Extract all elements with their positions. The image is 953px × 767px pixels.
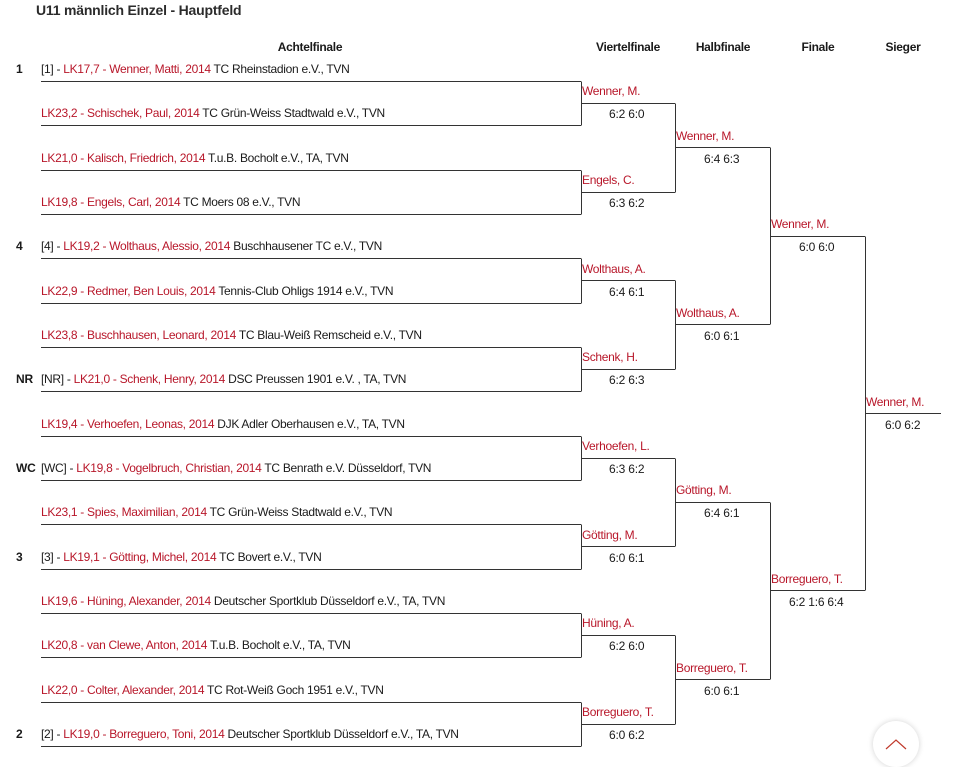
- seed-tag: [NR] -: [41, 372, 74, 386]
- seed-tag: [1] -: [41, 62, 64, 76]
- seed-marker: WC: [16, 461, 36, 475]
- player-name-link[interactable]: LK19,8 - Engels, Carl, 2014: [41, 195, 181, 209]
- player-club: Deutscher Sportklub Düsseldorf e.V., TA, TVN: [213, 594, 446, 608]
- quarterfinal-winner[interactable]: Wenner, M.: [582, 84, 641, 98]
- player-name-link[interactable]: LK17,7 - Wenner, Matti, 2014: [63, 62, 211, 76]
- player-entry[interactable]: [41, 461, 431, 475]
- seed-tag: [4] -: [41, 239, 64, 253]
- player-name-link[interactable]: LK22,0 - Colter, Alexander, 2014: [41, 683, 205, 697]
- chevron-up-icon: [885, 738, 907, 750]
- final-winner[interactable]: Wenner, M.: [771, 217, 830, 231]
- player-name-link[interactable]: LK20,8 - van Clewe, Anton, 2014: [41, 638, 208, 652]
- semifinal-score: 6:0 6:1: [704, 329, 740, 343]
- champion-score: 6:0 6:2: [885, 418, 921, 432]
- seed-tag: [3] -: [41, 550, 64, 564]
- player-club: TC Benrath e.V. Düsseldorf, TVN: [264, 461, 432, 475]
- final-winner[interactable]: Borreguero, T.: [771, 572, 843, 586]
- final-score: 6:0 6:0: [799, 240, 835, 254]
- seed-marker: 3: [16, 550, 23, 564]
- player-entry[interactable]: [41, 284, 393, 298]
- semifinal-winner[interactable]: Wolthaus, A.: [676, 306, 740, 320]
- quarterfinal-winner[interactable]: Verhoefen, L.: [582, 439, 650, 453]
- player-club: TC Grün-Weiss Stadtwald e.V., TVN: [202, 106, 385, 120]
- player-club: T.u.B. Bocholt e.V., TA, TVN: [208, 151, 349, 165]
- column-header-quarterfinal: Viertelfinale: [596, 40, 660, 54]
- seed-marker: NR: [16, 372, 33, 386]
- final-score: 6:2 1:6 6:4: [789, 595, 844, 609]
- semifinal-score: 6:4 6:3: [704, 152, 740, 166]
- player-entry[interactable]: [41, 328, 422, 342]
- seed-tag: [WC] -: [41, 461, 77, 475]
- player-club: TC Moers 08 e.V., TVN: [183, 195, 301, 209]
- column-header-semifinal: Halbfinale: [695, 40, 751, 54]
- player-entry[interactable]: [41, 106, 385, 120]
- player-name-link[interactable]: LK23,8 - Buschhausen, Leonard, 2014: [41, 328, 236, 342]
- player-club: DSC Preussen 1901 e.V. , TA, TVN: [228, 372, 407, 386]
- quarterfinal-score: 6:0 6:1: [609, 551, 645, 565]
- player-entry[interactable]: [41, 638, 351, 652]
- player-club: TC Rheinstadion e.V., TVN: [213, 62, 350, 76]
- player-name-link[interactable]: LK21,0 - Schenk, Henry, 2014: [73, 372, 226, 386]
- player-entry[interactable]: [41, 195, 300, 209]
- player-name-link[interactable]: LK23,2 - Schischek, Paul, 2014: [41, 106, 200, 120]
- player-entry[interactable]: [41, 594, 445, 608]
- quarterfinal-winner[interactable]: Wolthaus, A.: [582, 262, 646, 276]
- player-entry[interactable]: [41, 372, 406, 386]
- player-name-link[interactable]: LK19,4 - Verhoefen, Leonas, 2014: [41, 417, 215, 431]
- player-entry[interactable]: [41, 550, 322, 564]
- seed-marker: 2: [16, 727, 23, 741]
- quarterfinal-score: 6:4 6:1: [609, 285, 645, 299]
- player-club: Tennis-Club Ohligs 1914 e.V., TVN: [218, 284, 394, 298]
- player-name-link[interactable]: LK23,1 - Spies, Maximilian, 2014: [41, 505, 207, 519]
- page-title: U11 männlich Einzel - Hauptfeld: [36, 2, 242, 18]
- player-entry[interactable]: [41, 683, 384, 697]
- quarterfinal-score: 6:3 6:2: [609, 196, 645, 210]
- semifinal-score: 6:0 6:1: [704, 684, 740, 698]
- player-entry[interactable]: [41, 62, 349, 76]
- player-entry[interactable]: [41, 239, 382, 253]
- player-club: TC Grün-Weiss Stadtwald e.V., TVN: [209, 505, 393, 519]
- quarterfinal-score: 6:2 6:3: [609, 373, 645, 387]
- champion-name[interactable]: Wenner, M.: [866, 395, 925, 409]
- semifinal-winner[interactable]: Götting, M.: [676, 483, 732, 497]
- semifinal-winner[interactable]: Borreguero, T.: [676, 661, 748, 675]
- quarterfinal-score: 6:2 6:0: [609, 107, 645, 121]
- player-name-link[interactable]: LK22,9 - Redmer, Ben Louis, 2014: [41, 284, 216, 298]
- player-name-link[interactable]: LK19,2 - Wolthaus, Alessio, 2014: [63, 239, 231, 253]
- player-club: Deutscher Sportklub Düsseldorf e.V., TA, TVN: [227, 727, 459, 741]
- player-club: TC Rot-Weiß Goch 1951 e.V., TVN: [207, 683, 384, 697]
- player-name-link[interactable]: LK19,6 - Hüning, Alexander, 2014: [41, 594, 211, 608]
- column-header-final: Finale: [801, 40, 835, 54]
- semifinal-winner[interactable]: Wenner, M.: [676, 129, 735, 143]
- semifinal-score: 6:4 6:1: [704, 506, 740, 520]
- quarterfinal-score: 6:3 6:2: [609, 462, 645, 476]
- quarterfinal-score: 6:0 6:2: [609, 728, 645, 742]
- player-club: TC Blau-Weiß Remscheid e.V., TVN: [238, 328, 422, 342]
- scroll-to-top-button[interactable]: [873, 721, 919, 767]
- player-entry[interactable]: [41, 151, 349, 165]
- player-club: T.u.B. Bocholt e.V., TA, TVN: [209, 638, 351, 652]
- player-club: TC Bovert e.V., TVN: [219, 550, 322, 564]
- quarterfinal-winner[interactable]: Götting, M.: [582, 528, 638, 542]
- player-name-link[interactable]: LK19,1 - Götting, Michel, 2014: [63, 550, 217, 564]
- player-entry[interactable]: [41, 727, 459, 741]
- seed-tag: [2] -: [41, 727, 64, 741]
- quarterfinal-winner[interactable]: Engels, C.: [582, 173, 635, 187]
- column-header-round-of-16: Achtelfinale: [277, 40, 343, 54]
- column-header-winner: Sieger: [885, 40, 921, 54]
- player-name-link[interactable]: LK21,0 - Kalisch, Friedrich, 2014: [41, 151, 206, 165]
- quarterfinal-winner[interactable]: Schenk, H.: [582, 350, 638, 364]
- seed-marker: 1: [16, 62, 23, 76]
- player-club: DJK Adler Oberhausen e.V., TA, TVN: [217, 417, 405, 431]
- seed-marker: 4: [16, 239, 23, 253]
- quarterfinal-winner[interactable]: Hüning, A.: [582, 616, 635, 630]
- quarterfinal-winner[interactable]: Borreguero, T.: [582, 705, 654, 719]
- player-entry[interactable]: [41, 505, 392, 519]
- player-entry[interactable]: [41, 417, 405, 431]
- player-club: Buschhausener TC e.V., TVN: [233, 239, 382, 253]
- player-name-link[interactable]: LK19,0 - Borreguero, Toni, 2014: [63, 727, 225, 741]
- quarterfinal-score: 6:2 6:0: [609, 639, 645, 653]
- player-name-link[interactable]: LK19,8 - Vogelbruch, Christian, 2014: [76, 461, 262, 475]
